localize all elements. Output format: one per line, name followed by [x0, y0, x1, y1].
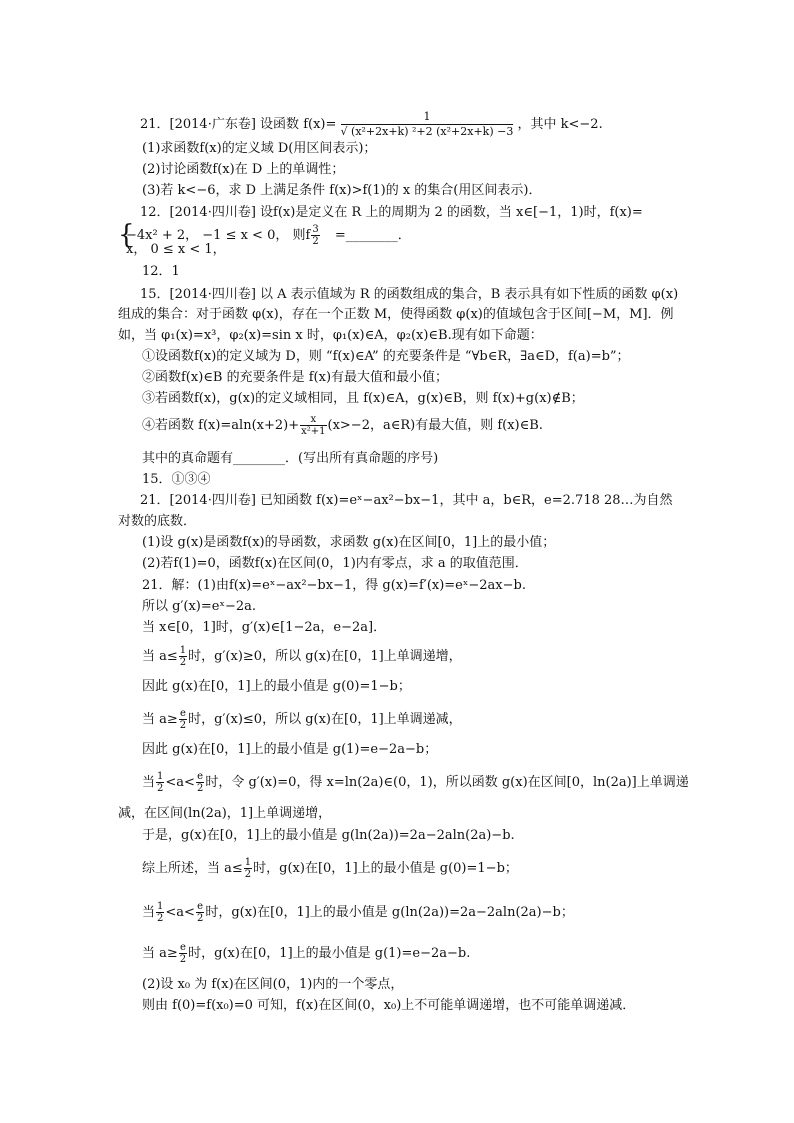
q21a-stem [140, 110, 603, 139]
q21a-tail: ，其中 k<−2. [517, 117, 603, 132]
q21b-solution-4 [142, 645, 462, 668]
q21b-solution-1: 21．解：(1)由f(x)=eˣ−ax²−bx−1，得 g(x)=f′(x)=eˣ−2ax−b. [142, 578, 526, 593]
s11-frac [244, 857, 252, 880]
s8-frac2 [196, 771, 204, 794]
q15-frac-num: x [300, 414, 326, 426]
frac-den: 2 [196, 913, 204, 924]
s12-frac2 [196, 901, 204, 924]
s4-b: 时，g′(x)≥0，所以 g(x)在[0，1]上单调递增， [188, 649, 462, 664]
q21b-solution-6 [142, 708, 462, 731]
s4-frac [179, 645, 187, 668]
q15-prop3: ③若函数f(x)，g(x)的定义域相同，且 f(x)∈A，g(x)∈B，则 f(x)+g(x)∉B； [142, 391, 584, 406]
q15-answer: 15．①③④ [142, 472, 211, 487]
q12-then: 则f [292, 228, 311, 243]
q21b-solution-12 [142, 901, 574, 924]
q21b-solution-5: 因此 g(x)在[0，1]上的最小值是 g(0)=1−b； [142, 679, 411, 694]
q12-frac [311, 224, 319, 247]
q21a-num: 1 [341, 110, 514, 125]
q21b-solution-13 [142, 942, 470, 965]
frac-num: 1 [244, 857, 252, 868]
q21b-solution-10: 于是，g(x)在[0，1]上的最小值是 g(ln(2a))=2a−2aln(2a)−b. [142, 828, 515, 843]
q21b-solution-8 [142, 771, 689, 794]
q21b-solution-3: 当 x∈[0，1]时，g′(x)∈[1−2a，e−2a]． [142, 620, 387, 635]
q21a-fx: f(x)= [303, 117, 337, 132]
q15-line2: 组成的集合：对于函数 φ(x)，存在一个正数 M，使得函数 φ(x)的值域包含于区间[−M，M]．例 [118, 307, 674, 322]
q21a-head: 21．[2014·广东卷] 设函数 [140, 117, 300, 132]
frac-den: 2 [179, 954, 187, 965]
q21b-line2: 对数的底数． [118, 514, 197, 529]
q21a-den: √ (x²+2x+k) ²+2 (x²+2x+k) −3 [340, 125, 514, 138]
frac-num: 1 [179, 645, 187, 656]
s11-a: 综上所述，当 a≤ [142, 861, 243, 876]
q21a-fraction [341, 110, 514, 139]
s6-a: 当 a≥ [142, 712, 178, 727]
frac-num: 1 [157, 771, 164, 782]
q21b-solution-7: 因此 g(x)在[0，1]上的最小值是 g(1)=e−2a−b； [142, 742, 438, 757]
s13-b: 时，g(x)在[0，1]上的最小值是 g(1)=e−2a−b. [188, 946, 471, 961]
q21a-part2: (2)讨论函数f(x)在 D 上的单调性； [142, 162, 345, 177]
q15-line1: 15．[2014·四川卷] 以 A 表示值域为 R 的函数组成的集合，B 表示具有如下性质的函数 φ(x) [140, 287, 679, 302]
q15-prop2: ②函数f(x)∈B 的充要条件是 f(x)有最大值和最小值； [142, 370, 449, 385]
q21b-part2: (2)若f(1)=0，函数f(x)在区间(0，1)内有零点，求 a 的取值范围． [142, 556, 528, 571]
frac-den: 2 [244, 869, 252, 880]
frac-den: 2 [157, 913, 164, 924]
q12-case1-text: −4x² + 2， −1 ≤ x < 0， [126, 228, 289, 243]
q15-prop4-frac [300, 414, 326, 437]
piecewise-brace: { [118, 220, 135, 250]
s6-b: 时，g′(x)≤0，所以 g(x)在[0，1]上单调递减， [188, 712, 462, 727]
s13-a: 当 a≥ [142, 946, 178, 961]
q15-prop4-b: (x>−2，a∈R)有最大值，则 f(x)∈B. [327, 418, 543, 433]
s6-frac [179, 708, 187, 731]
q21b-part1: (1)设 g(x)是函数f(x)的导函数，求函数 g(x)在区间[0，1]上的最小值； [142, 535, 556, 550]
q12-case2: x， 0 ≤ x < 1， [126, 242, 226, 257]
q21b-line1: 21．[2014·四川卷] 已知函数 f(x)=eˣ−ax²−bx−1，其中 a，b∈R，e=2.718 28…为自然 [140, 493, 673, 508]
q21a-part1: (1)求函数f(x)的定义域 D(用区间表示)； [142, 141, 377, 156]
s11-b: 时，g(x)在[0，1]上的最小值是 g(0)=1−b； [253, 861, 518, 876]
frac-num: e [197, 771, 204, 782]
s12-b: <a< [165, 905, 195, 920]
q21b-solution-14: (2)设 x₀ 为 f(x)在区间(0，1)内的一个零点， [142, 977, 404, 992]
frac-den: 2 [196, 783, 204, 794]
s12-frac1 [156, 901, 164, 924]
frac-num: e [180, 708, 186, 719]
q12-answer: 12．1 [142, 264, 180, 279]
q15-line3: 如，当 φ₁(x)=x³，φ₂(x)=sin x 时，φ₁(x)∈A，φ₂(x)∈B.现有如下命题： [118, 328, 543, 343]
q21a-part3: (3)若 k<−6，求 D 上满足条件 f(x)>f(1)的 x 的集合(用区间表示)． [142, 183, 542, 198]
q15-ask: 其中的真命题有________．(写出所有真命题的序号) [142, 451, 439, 466]
q12-frac-den: 2 [312, 236, 319, 247]
s12-a: 当 [142, 905, 156, 920]
s4-a: 当 a≤ [142, 649, 178, 664]
q15-frac-den: x²+1 [301, 426, 326, 437]
s8-frac1 [156, 771, 164, 794]
s12-c: 时，g(x)在[0，1]上的最小值是 g(ln(2a))=2a−2aln(2a)−b； [205, 905, 574, 920]
q12-stem: 12．[2014·四川卷] 设f(x)是定义在 R 上的周期为 2 的函数，当 x∈[−1，1)时，f(x)= [140, 205, 643, 220]
q21b-solution-11 [142, 857, 518, 880]
frac-den: 2 [179, 720, 187, 731]
q21b-solution-2: 所以 g′(x)=eˣ−2a. [142, 599, 257, 614]
q12-frac-num: 3 [312, 224, 319, 235]
s13-frac [179, 942, 187, 965]
frac-den: 2 [157, 783, 164, 794]
q21b-solution-9: 减，在区间(ln(2a)，1]上单调递增， [118, 806, 332, 821]
q15-prop1: ①设函数f(x)的定义域为 D，则 “f(x)∈A” 的充要条件是 “∀b∈R，∃a∈D，f(a)=b”； [142, 349, 630, 364]
q15-prop4-a: ④若函数 f(x)=aln(x+2)+ [142, 418, 300, 433]
frac-num: e [180, 942, 186, 953]
s8-a: 当 [142, 775, 156, 790]
q12-blank: =________． [334, 228, 411, 243]
q21b-solution-15: 则由 f(0)=f(x₀)=0 可知，f(x)在区间(0，x₀)上不可能单调递增，也不可能单调递减． [142, 998, 636, 1013]
q15-prop4 [142, 414, 543, 437]
s8-b: <a< [165, 775, 195, 790]
frac-den: 2 [179, 657, 187, 668]
s8-c: 时，令 g′(x)=0，得 x=ln(2a)∈(0，1)，所以函数 g(x)在区间[0，ln(2a)]上单调递 [205, 775, 689, 790]
frac-num: 1 [157, 901, 164, 912]
frac-num: e [197, 901, 204, 912]
